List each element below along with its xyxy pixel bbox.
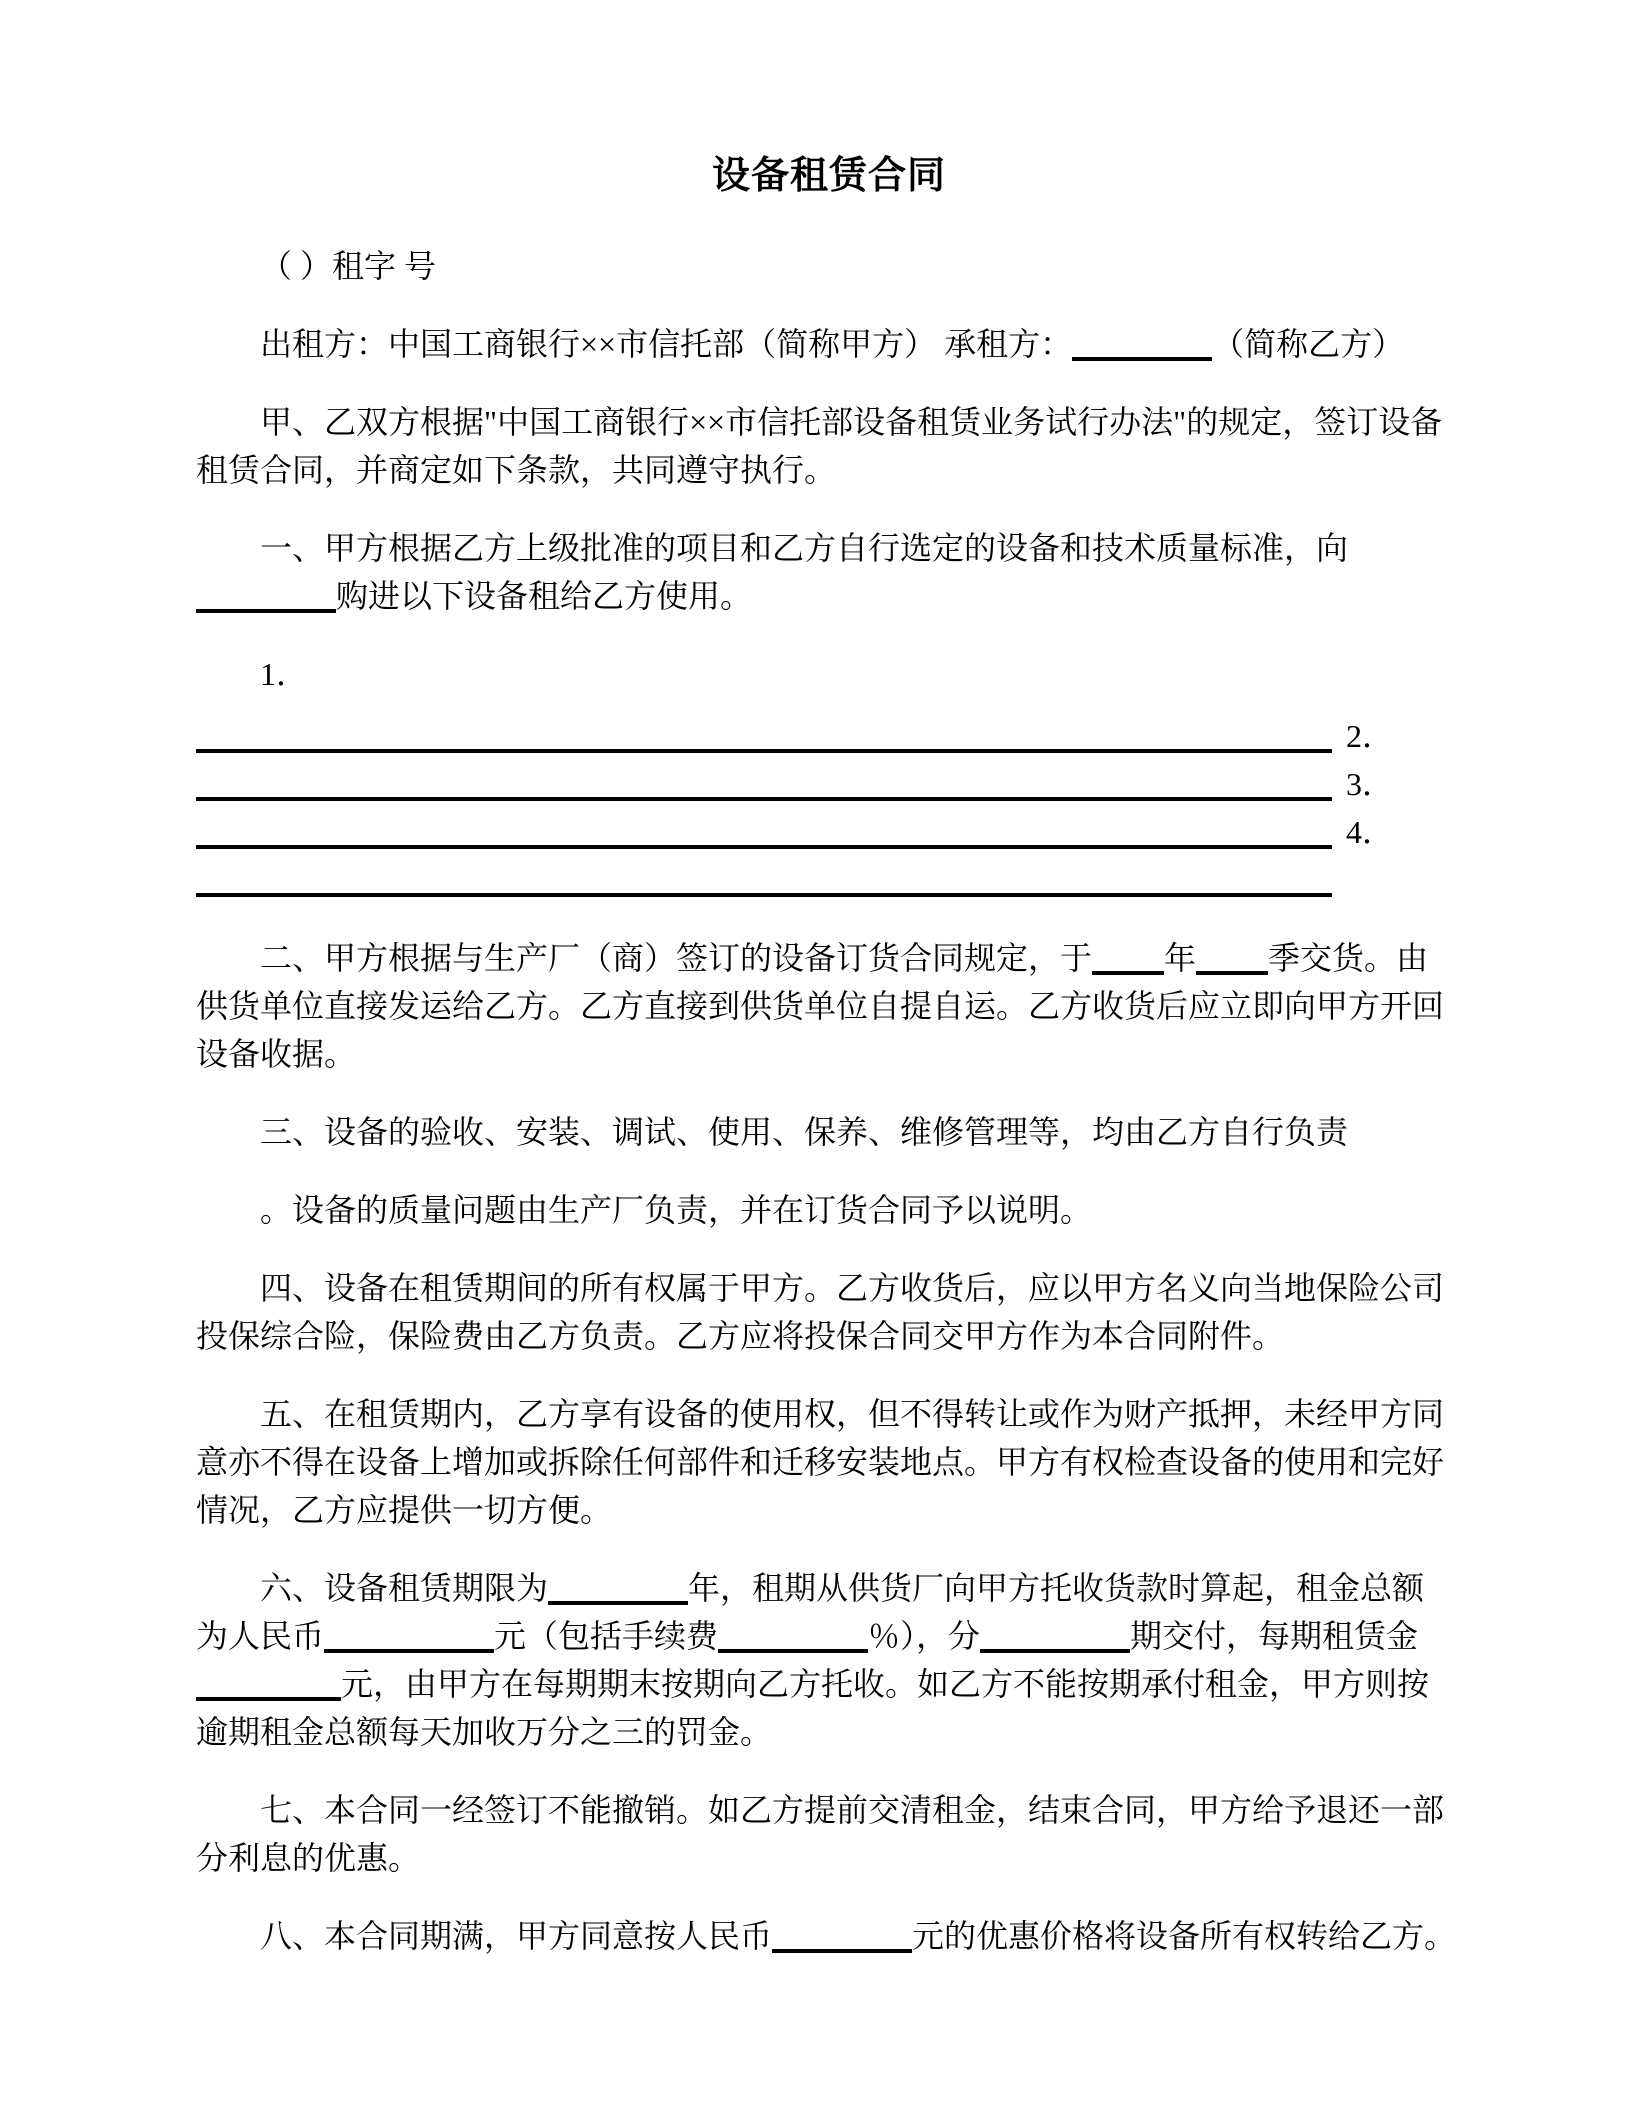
- text-run: 一、甲方根据乙方上级批准的项目和乙方自行选定的设备和技术质量标准，向: [260, 530, 1349, 566]
- list-number: 3．: [1346, 766, 1395, 802]
- text-run: 意亦不得在设备上增加或拆除任何部件和迁移安装地点。甲方有权检查设备的使用和完好: [196, 1444, 1445, 1480]
- text-run: 情况，乙方应提供一切方便。: [196, 1492, 613, 1528]
- blank-row-5: [196, 856, 1462, 904]
- text-run: 1．: [260, 656, 309, 692]
- text-run: 六、设备租赁期限为: [260, 1570, 549, 1606]
- list-item-1: [196, 650, 1462, 698]
- text-run: 七、本合同一经签订不能撤销。如乙方提前交清租金，结束合同，甲方给予退还一部: [260, 1792, 1445, 1828]
- text-run: 季交货。由: [1268, 940, 1429, 976]
- blank-underline: [324, 1647, 494, 1653]
- text-run: （简称乙方）: [1212, 326, 1405, 362]
- blank-underline: [196, 607, 336, 613]
- document-body: [196, 242, 1462, 1960]
- text-run: 逾期租金总额每天加收万分之三的罚金。: [196, 1714, 773, 1750]
- clause-7: [196, 1786, 1462, 1882]
- blank-underline: [718, 1647, 868, 1653]
- text-run: 四、设备在租赁期间的所有权属于甲方。乙方收货后，应以甲方名义向当地保险公司: [260, 1270, 1445, 1306]
- text-run: 二、甲方根据与生产厂（商）签订的设备订货合同规定，于: [260, 940, 1093, 976]
- blank-underline: [1092, 969, 1164, 975]
- text-run: 。设备的质量问题由生产厂负责，并在订货合同予以说明。: [260, 1192, 1093, 1228]
- text-run: 年: [1164, 940, 1197, 976]
- blank-underline: [1072, 355, 1212, 361]
- clause-6: [196, 1564, 1462, 1756]
- clause-3-continuation: [196, 1186, 1462, 1234]
- clause-5: [196, 1390, 1462, 1534]
- list-number: 2．: [1346, 718, 1395, 754]
- clause-3: [196, 1108, 1462, 1156]
- text-run: 元，由甲方在每期期末按期向乙方托收。如乙方不能按期承付租金，甲方则按: [341, 1666, 1430, 1702]
- text-run: 出租方：中国工商银行××市信托部（简称甲方） 承租方：: [260, 326, 1073, 362]
- text-run: 元（包括手续费: [494, 1618, 719, 1654]
- text-run: 年，租期从供货厂向甲方托收货款时算起，租金总额: [688, 1570, 1425, 1606]
- text-run: 五、在租赁期内，乙方享有设备的使用权，但不得转让或作为财产抵押，未经甲方同: [260, 1396, 1445, 1432]
- text-run: 分利息的优惠。: [196, 1840, 421, 1876]
- text-run: 八、本合同期满，甲方同意按人民币: [260, 1918, 773, 1954]
- text-run: 为人民币: [196, 1618, 325, 1654]
- document-title: 设备租赁合同: [711, 155, 946, 197]
- blank-underline: [196, 1695, 341, 1701]
- text-run: ％），分: [868, 1618, 981, 1654]
- text-run: 购进以下设备租给乙方使用。: [336, 578, 753, 614]
- parties-line: [196, 320, 1462, 368]
- text-run: 供货单位直接发运给乙方。乙方直接到供货单位自提自运。乙方收货后应立即向甲方开回: [196, 988, 1445, 1024]
- text-run: （ ）租字 号: [260, 248, 437, 284]
- blank-underline: [1196, 969, 1268, 975]
- list-number: 4．: [1346, 814, 1395, 850]
- blank-underline: [772, 1947, 912, 1953]
- text-run: 设备收据。: [196, 1036, 357, 1072]
- blank-underline: [196, 891, 1332, 897]
- doc-number-line: [196, 242, 1462, 290]
- text-run: 租赁合同，并商定如下条款，共同遵守执行。: [196, 452, 837, 488]
- clause-2: [196, 934, 1462, 1078]
- text-run: 投保综合险，保险费由乙方负责。乙方应将投保合同交甲方作为本合同附件。: [196, 1318, 1285, 1354]
- blank-underline: [196, 795, 1332, 801]
- blank-underline: [980, 1647, 1130, 1653]
- text-run: 期交付，每期租赁金: [1130, 1618, 1419, 1654]
- text-run: 元的优惠价格将设备所有权转给乙方。: [912, 1918, 1457, 1954]
- blank-row-3: [196, 760, 1462, 808]
- blank-row-2: [196, 712, 1462, 760]
- blank-row-4: [196, 808, 1462, 856]
- clause-1: [196, 524, 1462, 620]
- clause-8: [196, 1912, 1462, 1960]
- blank-underline: [196, 843, 1332, 849]
- blank-underline: [548, 1599, 688, 1605]
- clause-4: [196, 1264, 1462, 1360]
- text-run: 三、设备的验收、安装、调试、使用、保养、维修管理等，均由乙方自行负责: [260, 1114, 1349, 1150]
- blank-underline: [196, 747, 1332, 753]
- preamble: [196, 398, 1462, 494]
- text-run: 甲、乙双方根据"中国工商银行××市信托部设备租赁业务试行办法"的规定，签订设备: [260, 404, 1443, 440]
